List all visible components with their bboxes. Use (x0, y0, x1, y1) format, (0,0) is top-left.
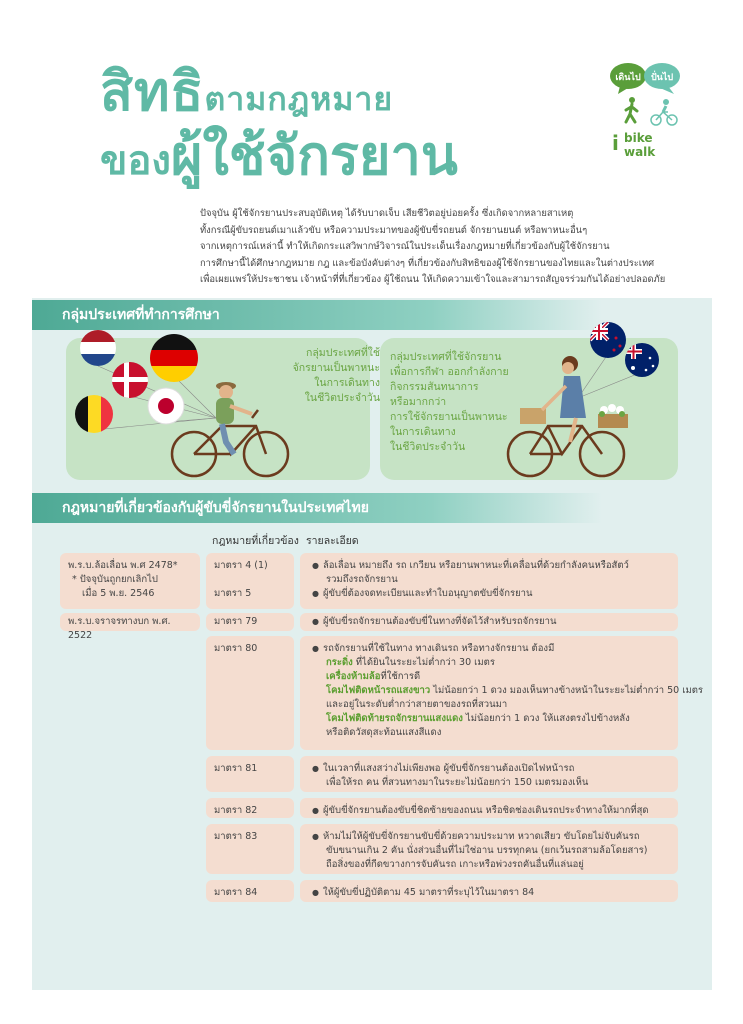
bell-label: กระดิ่ง (326, 657, 353, 668)
detail-line: ถือสิ่งของที่กีดขวางการจับคันรถ เกาะหรือพ่วงรถคันอื่นที่แล่นอยู่ (326, 859, 584, 870)
detail-cell (300, 880, 678, 902)
daily-use-countries-text (250, 346, 380, 406)
flag-denmark-icon (112, 362, 148, 398)
title-small-word: ตามกฎหมาย (204, 80, 394, 118)
detail-cell (300, 798, 678, 818)
law-cell-wheel-act (60, 553, 200, 609)
bike-walk-logo (608, 62, 690, 172)
detail-cell (300, 824, 678, 874)
article-cell: มาตรา 82 (206, 798, 294, 818)
article-cell: มาตรา 84 (206, 880, 294, 902)
title-big-word: สิทธิ (100, 60, 205, 123)
detail-line: ● ผู้ขับขี่รถจักรยานต้องขับขี่ในทางที่จัดไว้สำหรับรถจักรยาน (312, 615, 670, 629)
cyclist-icon (651, 99, 677, 125)
detail-text: ที่ได้ยินในระยะไม่ต่ำกว่า 30 เมตร (352, 657, 495, 668)
text-line: ในการเดินทาง (314, 377, 380, 389)
detail-cell (300, 553, 678, 609)
article-label: มาตรา 5 (214, 588, 252, 599)
detail-line (312, 670, 670, 684)
bubble-bike-text: ปั่นไป (650, 73, 674, 83)
intro-line: การศึกษานี้ได้ศึกษากฎหมาย กฎ และข้อบังคับต่างๆ ที่เกี่ยวข้องกับสิทธิของผู้ใช้จักรยานของไทยและในต่างประเทศ (200, 257, 655, 269)
detail-line (312, 684, 704, 698)
logo-walk: walk (624, 145, 656, 159)
article-cell: มาตรา 81 (206, 756, 294, 792)
bubble-walk-text: เดินไป (615, 73, 641, 83)
text-line: ในการเดินทาง (390, 426, 456, 438)
detail-line: ● ผู้ขับขี่จักรยานต้องขับขี่ชิดซ้ายของถนน หรือชิดช่องเดินรถประจำทางให้มากที่สุด (312, 804, 670, 818)
section-heading-thai-laws: กฎหมายที่เกี่ยวข้องกับผู้ขับขี่จักรยานในประเทศไทย (32, 493, 602, 523)
detail-line: เพื่อให้รถ คน ที่สวนทางมาในระยะไม่น้อยกว่า 150 เมตรมองเห็น (326, 777, 589, 788)
detail-cell (300, 613, 678, 631)
flag-japan-icon (148, 388, 184, 424)
flag-netherlands-icon (80, 330, 116, 366)
text-line: จักรยานเป็นพาหนะ (292, 362, 380, 374)
intro-line: เพื่อเผยแพร่ให้ประชาชน เจ้าหน้าที่ที่เกี่ยวข้อง ผู้ใช้ถนน ให้เกิดความเข้าใจและสามารถสัญจรร่วมกันได้อย่างปลอดภัย (200, 274, 666, 286)
flag-new-zealand-icon (590, 322, 626, 358)
detail-line (312, 712, 670, 726)
text-line: การใช้จักรยานเป็นพาหนะ (390, 411, 508, 423)
article-cell: มาตรา 83 (206, 824, 294, 874)
law-note: เมื่อ 5 พ.ย. 2546 (82, 588, 155, 599)
rear-light-label: โคมไฟติดท้ายรถจักรยานแสงแดง (326, 713, 463, 724)
front-light-label: โคมไฟติดหน้ารถแสงขาว (326, 685, 431, 696)
article-cell: มาตรา 80 (206, 636, 294, 750)
detail-line: และอยู่ในระดับต่ำกว่าสายตาของรถที่สวนมา (326, 699, 508, 710)
article-cell (206, 553, 294, 609)
law-name: พ.ร.บ.ล้อเลื่อน พ.ศ 2478* (68, 560, 178, 571)
title-big-word-2: ผู้ใช้จักรยาน (170, 124, 458, 187)
column-header-detail: รายละเอียด (306, 535, 359, 547)
flag-germany-icon (150, 334, 198, 382)
detail-line: รวมถึงรถจักรยาน (326, 574, 398, 585)
detail-line: ● ในเวลาที่แสงสว่างไม่เพียงพอ ผู้ขับขี่จักรยานต้องเปิดไฟหน้ารถ (312, 762, 670, 776)
detail-line: ● รถจักรยานที่ใช้ในทาง ทางเดินรถ หรือทางจักรยาน ต้องมี (312, 642, 670, 656)
law-cell-traffic-act: พ.ร.บ.จราจรทางบก พ.ศ. 2522 (60, 613, 200, 631)
page-title-line2 (100, 124, 458, 187)
detail-line: ● ให้ผู้ขับขี่ปฏิบัติตาม 45 มาตราที่ระบุไว้ในมาตรา 84 (312, 886, 670, 900)
text-line: กลุ่มประเทศที่ใช้ (305, 347, 380, 359)
walking-person-icon (626, 97, 637, 122)
detail-line (312, 656, 670, 670)
detail-text: ไม่น้อยกว่า 1 ดวง มองเห็นทางข้างหน้าในระยะไม่ต่ำกว่า 50 เมตร (430, 685, 704, 696)
text-line: เพื่อการกีฬา ออกกำลังกาย (390, 366, 509, 378)
text-line: กิจกรรมสันทนาการ (390, 381, 479, 393)
detail-cell (300, 756, 678, 792)
brake-label: เครื่องห้ามล้อ (326, 671, 381, 682)
detail-cell-equipment (300, 636, 704, 750)
law-note: * ปัจจุบันถูกยกเลิกไป (72, 574, 158, 585)
detail-line: ● ห้ามไม่ให้ผู้ขับขี่จักรยานขับขี่ด้วยความประมาท หวาดเสียว ขับโดยไม่จับคันรถ (312, 830, 670, 844)
intro-line: ทั้งกรณีผู้ขับรถยนต์เมาแล้วขับ หรือความประมาทของผู้ขับขี่รถยนต์ จักรยานยนต์ หรือพาหนะอื่นๆ (200, 224, 588, 236)
article-cell: มาตรา 79 (206, 613, 294, 631)
flag-australia-icon (625, 343, 659, 377)
section-heading-countries: กลุ่มประเทศที่ทำการศึกษา (32, 300, 602, 330)
intro-paragraph (200, 206, 690, 289)
sport-countries-text (390, 350, 540, 455)
detail-line: ● ผู้ขับขี่ต้องจดทะเบียนและทำใบอนุญาตขับขี่จักรยาน (312, 587, 670, 601)
intro-line: ปัจจุบัน ผู้ใช้จักรยานประสบอุบัติเหตุ ได้รับบาดเจ็บ เสียชีวิตอยู่บ่อยครั้ง ซึ่งเกิดจากหลายสาเหตุ (200, 208, 574, 219)
title-small-word-2: ของ (100, 138, 171, 184)
intro-line: จากเหตุการณ์เหล่านี้ ทำให้เกิดกระแสวิพากษ์วิจารณ์ในประเด็นเรื่องกฎหมายที่เกี่ยวข้องกับผู้ใช้จักรยาน (200, 241, 610, 253)
detail-line: ขับขนานเกิน 2 คัน นั่งส่วนอื่นที่ไม่ใช่อาน บรรทุกคน (ยกเว้นรถสามล้อโดยสาร) (326, 845, 648, 856)
logo-i: i (612, 131, 619, 155)
detail-line: หรือติดวัสดุสะท้อนแสงสีแดง (326, 727, 442, 738)
text-line: ในชีวิตประจำวัน (304, 392, 380, 404)
detail-text: ไม่น้อยกว่า 1 ดวง ให้แสงตรงไปข้างหลัง (462, 713, 630, 724)
detail-line: ● ล้อเลื่อน หมายถึง รถ เกวียน หรือยานพาหนะที่เคลื่อนที่ด้วยกำลังคนหรือสัตว์ (312, 559, 670, 573)
page-title-line1 (100, 62, 393, 129)
text-line: กลุ่มประเทศที่ใช้จักรยาน (390, 351, 502, 363)
text-line: หรือมากกว่า (390, 396, 447, 408)
flag-belgium-icon (75, 395, 114, 433)
column-header-article: กฎหมายที่เกี่ยวข้อง (212, 535, 299, 547)
text-line: ในชีวิตประจำวัน (390, 441, 466, 453)
article-label: มาตรา 4 (1) (214, 560, 268, 571)
detail-text: ที่ใช้การดี (380, 671, 421, 682)
logo-bike: bike (624, 131, 653, 145)
